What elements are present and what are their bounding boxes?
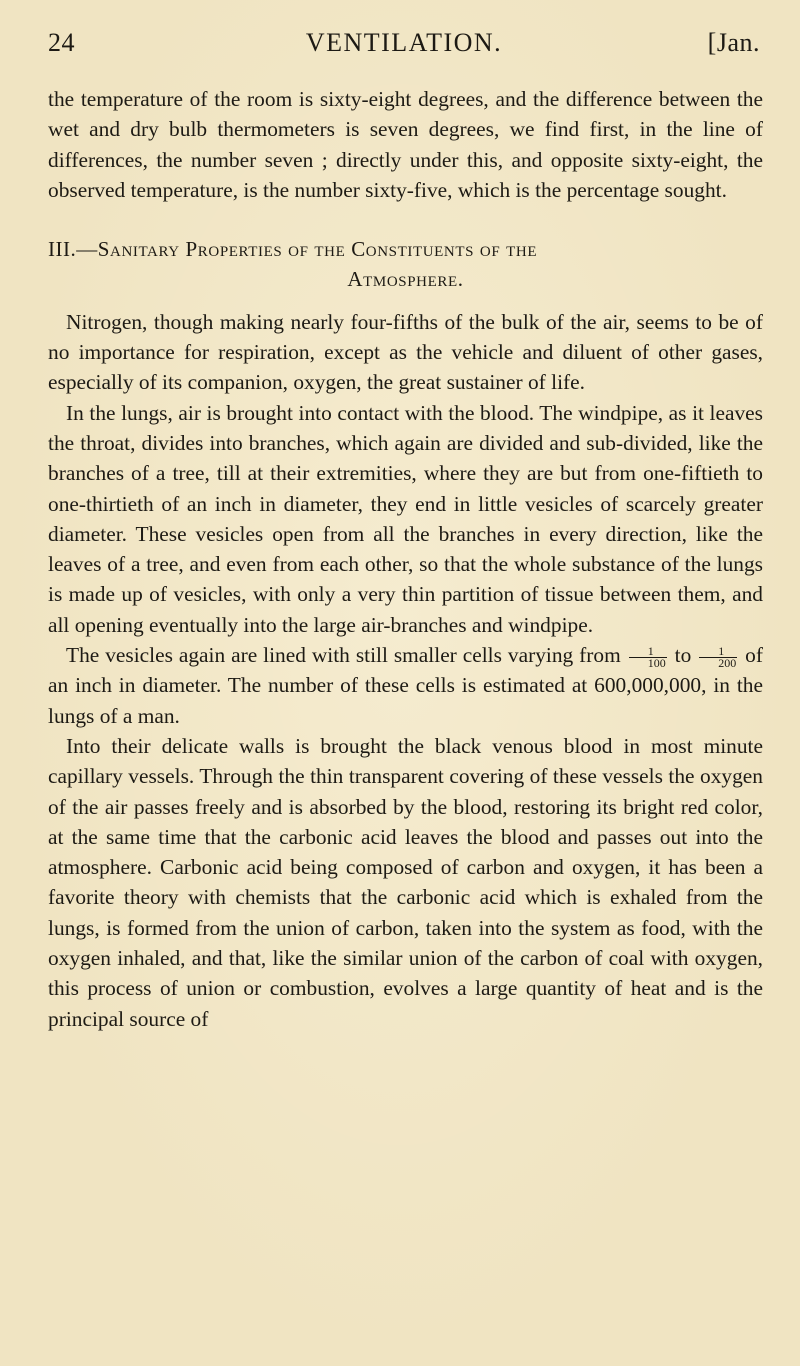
paragraph-continued: the temperature of the room is sixty-eight degrees, and the difference between the wet and dry bulb thermometers is seven degrees, we find first, in the line of differences, the number seven ; directly under this, and opposite sixty-eight, the observed temperature, is the number sixty-five, which is the percentage sought.: [48, 87, 763, 202]
paragraph-lungs: In the lungs, air is brought into contact with the blood. The windpipe, as it leaves the throat, divides into branches, which again are divided and sub-divided, like the branches of a tree, till at their extremities, where they are but from one-fiftieth to one-thirtieth of an inch in diameter, they end in little vesicles of scarcely greater diameter. These vesicles open from all the branches in every direction, like the leaves of a tree, and even from each other, so that the whole substance of the lungs is made up of vesicles, with only a very thin partition of tissue between them, and all opening eventually into the large air-branches and windpipe.: [48, 400, 763, 637]
page-number: 24: [48, 28, 75, 57]
section-title-line-1: Sanitary Properties of the Constituents of the: [97, 237, 538, 262]
fraction-denominator: 100: [647, 655, 666, 670]
fraction-numerator: 1: [699, 646, 737, 658]
paragraph-capillaries: Into their delicate walls is brought the black venous blood in most minute capillary vessels. Through the thin transparent covering of these vessels the oxygen of the air passes freely and is absorbed by the blood, restoring its bright red color, at the same time that the carbonic acid leaves the blood and passes out into the atmosphere. Carbonic acid being composed of carbon and oxygen, it has been a favorite theory with chemists that the carbonic acid which is exhaled from the lungs, is formed from the union of carbon, taken into the system as food, with the oxygen inhaled, and that, like the similar union of the carbon of coal with oxygen, this process of union or combustion, evolves a large quantity of heat and is the principal source of: [48, 733, 763, 1031]
paragraph-vesicles-text-a: The vesicles again are lined with still smaller cells varying from: [66, 643, 621, 668]
running-header: [48, 20, 760, 60]
fraction-numerator: 1: [629, 646, 667, 658]
paragraph-vesicles-text-b: to: [674, 643, 692, 668]
paragraph-vesicles: [48, 640, 763, 731]
page-body: [48, 84, 763, 1034]
paragraph-vesicles-text-c: of an inch in diameter. The number of these cells is estimated at 600,000,000, in the lungs of a man.: [48, 643, 763, 728]
section-heading: [48, 234, 763, 307]
paragraph-nitrogen: Nitrogen, though making nearly four-fifths of the bulk of the air, seems to be of no importance for respiration, except as the vehicle and diluent of other gases, especially of its companion, oxygen, the great sustainer of life.: [48, 309, 763, 395]
fraction-denominator: 200: [718, 655, 737, 670]
fraction-one-hundredth: [629, 643, 667, 670]
running-title: VENTILATION.: [305, 28, 503, 57]
section-title-line-2: Atmosphere.: [347, 267, 464, 292]
running-month: [Jan.: [707, 28, 760, 57]
fraction-one-two-hundredth: [699, 643, 737, 670]
section-number: III.—: [48, 237, 98, 262]
